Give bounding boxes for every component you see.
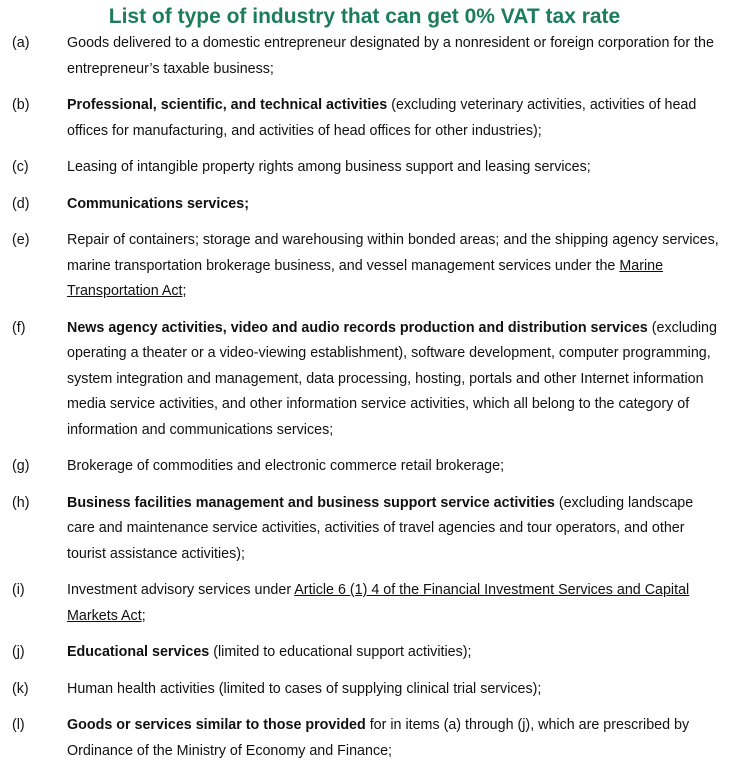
list-item (0, 640, 729, 666)
item-heading: News agency activities, video and audio records production and distribution services (67, 319, 648, 336)
item-text (67, 155, 723, 181)
list-item (0, 228, 729, 305)
list-item (0, 155, 729, 181)
item-heading: Business facilities management and business support service activities (67, 494, 555, 511)
item-text (67, 228, 723, 305)
item-description: Brokerage of commodities and electronic commerce retail brokerage; (67, 458, 505, 474)
item-heading: Communications services; (67, 195, 249, 212)
item-description: (excluding veterinary activities, activities of head offices for manufacturing, and activities of head offices for other industries); (67, 97, 697, 139)
item-description: for in items (a) through (j), which are prescribed by Ordinance of the Ministry of Economy and Finance; (67, 717, 690, 759)
industry-list (0, 31, 729, 764)
item-label: (a) (12, 35, 30, 51)
item-description: ; (141, 607, 146, 624)
item-text (67, 93, 723, 144)
item-text (67, 640, 723, 666)
list-item (0, 454, 729, 480)
list-item (0, 31, 729, 82)
list-item (0, 677, 729, 703)
item-text (67, 578, 723, 629)
list-item (0, 192, 729, 218)
item-description: Leasing of intangible property rights among business support and leasing services; (67, 159, 591, 175)
item-description: Goods delivered to a domestic entrepreneur designated by a nonresident or foreign corporation for the entrepreneur’s taxable business; (67, 35, 714, 77)
item-label: (l) (12, 717, 25, 733)
item-label: (e) (12, 232, 30, 248)
list-item (0, 316, 729, 444)
item-label: (c) (12, 159, 29, 175)
law-link[interactable]: Article 6 (1) 4 of the Financial Investment Services and Capital Markets Act (67, 582, 690, 624)
list-item (0, 578, 729, 629)
item-text (67, 31, 723, 82)
item-description: Human health activities (limited to cases of supplying clinical trial services); (67, 680, 542, 697)
item-label: (j) (12, 644, 25, 660)
item-text (67, 677, 723, 703)
item-label: (b) (12, 97, 30, 113)
item-heading: Professional, scientific, and technical activities (67, 97, 388, 113)
law-link[interactable]: Marine Transportation Act (67, 257, 664, 299)
item-heading: Educational services (67, 644, 210, 660)
item-text (67, 491, 723, 568)
item-text (67, 713, 723, 764)
item-label: (d) (12, 195, 30, 212)
list-item (0, 491, 729, 568)
page-title: List of type of industry that can get 0% VAT tax rate (108, 5, 621, 28)
item-label: (f) (12, 319, 26, 336)
item-heading: Goods or services similar to those provided (67, 717, 366, 733)
item-text (67, 454, 723, 480)
item-text (67, 316, 723, 444)
list-item (0, 713, 729, 764)
item-description: Repair of containers; storage and warehousing within bonded areas; and the shipping agency services, marine transportation brokerage business, and vessel management services under the (67, 232, 719, 274)
item-description: ; (182, 283, 187, 299)
item-text (67, 192, 723, 218)
list-item (0, 93, 729, 144)
item-label: (g) (12, 458, 30, 474)
item-description: Investment advisory services under (67, 582, 295, 598)
item-label: (i) (12, 582, 25, 598)
item-label: (h) (12, 494, 30, 511)
item-description: (excluding landscape care and maintenance service activities, activities of travel agencies and tour operators, and other tourist assistance activities); (67, 494, 694, 562)
item-label: (k) (12, 680, 29, 697)
item-description: (limited to educational support activities); (209, 644, 472, 660)
item-description: (excluding operating a theater or a video-viewing establishment), software development, computer programming, system integration and management, data processing, hosting, portals and other Internet information media service activities, and other information service activities, which all belong to the category of information and communications services; (67, 319, 717, 438)
